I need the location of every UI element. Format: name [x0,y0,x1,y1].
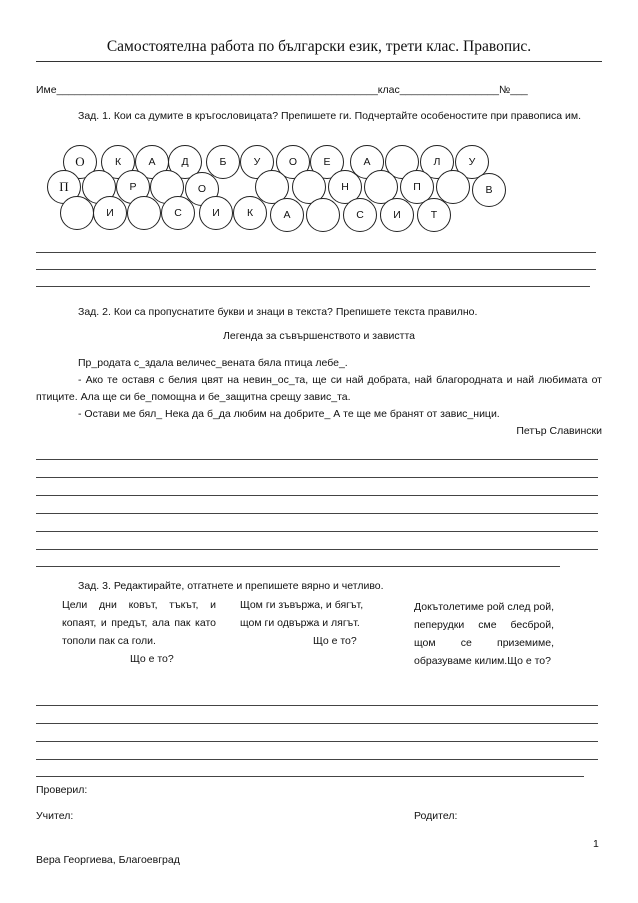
task-1-instruction: Зад. 1. Кои са думите в кръгословицата? Препишете ги. Подчертайте особеностите при правописа им. [78,110,582,122]
answer-line [36,759,598,760]
answer-line [36,252,596,253]
task-3-instruction: Зад. 3. Редактирайте, отгатнете и препишете вярно и четливо. [78,580,384,592]
circle-letter: И [93,196,127,230]
circle-letter [60,196,94,230]
riddle-3: Докътолетиме рой след рой, пеперудки сме бесброй, щом се приземиме, образуваме килим.Що е то? [414,601,554,667]
circle-letter [127,196,161,230]
answer-line [36,705,598,706]
circle-letter: Т [417,198,451,232]
circle-letter: Д [168,145,202,179]
answer-line [36,723,598,724]
answer-line [36,531,598,532]
answer-line [36,495,598,496]
answer-line [36,513,598,514]
page-title: Самостоятелна работа по български език, трети клас. Правопис. [106,38,532,55]
story-line: - Остави ме бял_ Нека да б_да любим на добрите_ А те ще ме бранят от завис_ници. [78,408,500,420]
story-line: - Ако те оставя с белия цвят на невин_ос_та, ще си най добрата, най благородната и най любимата от птиците. Ала ще си бе_помощна и бе_защитна срещу завис_та. [36,374,602,403]
circle-letter: С [343,198,377,232]
circle-letter: П [400,170,434,204]
circle-letter: С [161,196,195,230]
circle-letter: Б [206,145,240,179]
answer-line [36,459,598,460]
circle-letter: У [240,145,274,179]
answer-line [36,776,584,777]
crossword-circles [0,0,638,240]
circle-letter [306,198,340,232]
circle-letter: У [455,145,489,179]
teacher-label: Учител: [36,810,74,822]
circle-letter: Л [420,145,454,179]
circle-letter: Н [328,170,362,204]
circle-letter: А [350,145,384,179]
circle-letter: А [270,198,304,232]
circle-letter: Р [116,170,150,204]
circle-letter: О [185,172,219,206]
name-class-number-line: Име_______________________________________________________клас_________________№___ [36,84,528,96]
answer-line [36,549,598,550]
author-footer: Вера Георгиева, Благоевград [36,854,180,866]
circle-letter: А [135,145,169,179]
answer-line [36,566,560,567]
riddle-1-question: Що е то? [130,653,174,665]
story-title: Легенда за съвършенството и завистта [223,330,415,342]
answer-line [36,269,596,270]
circle-letter: В [472,173,506,207]
answer-line [36,477,598,478]
riddle-2-question: Що е то? [313,635,357,647]
circle-letter: О [63,145,97,179]
story-line: Пр_родата с_здала величес_вената бяла птица лебе_. [78,357,348,369]
circle-letter: П [47,170,81,204]
circle-letter: О [276,145,310,179]
task-2-instruction: Зад. 2. Кои са пропуснатите букви и знаци в текста? Препишете текста правилно. [78,306,478,318]
answer-line [36,741,598,742]
circle-letter: К [101,145,135,179]
circle-letter: Е [310,145,344,179]
circle-letter: И [380,198,414,232]
page-number: 1 [593,838,599,850]
riddle-2-line-1: Щом ги зъвържа, и бягът, [240,599,364,611]
story-author: Петър Славински [516,425,602,437]
story-text [36,355,602,440]
circle-letter: И [199,196,233,230]
riddle-1: Цели дни ковът, тъкът, и копаят, и предът, ала пак като тополи пак са голи. [62,599,216,647]
riddle-2-line-2: щом ги одвържа и лягът. [240,617,360,629]
answer-line [36,286,590,287]
parent-label: Родител: [414,810,458,822]
circle-letter: К [233,196,267,230]
checked-label: Проверил: [36,784,88,796]
